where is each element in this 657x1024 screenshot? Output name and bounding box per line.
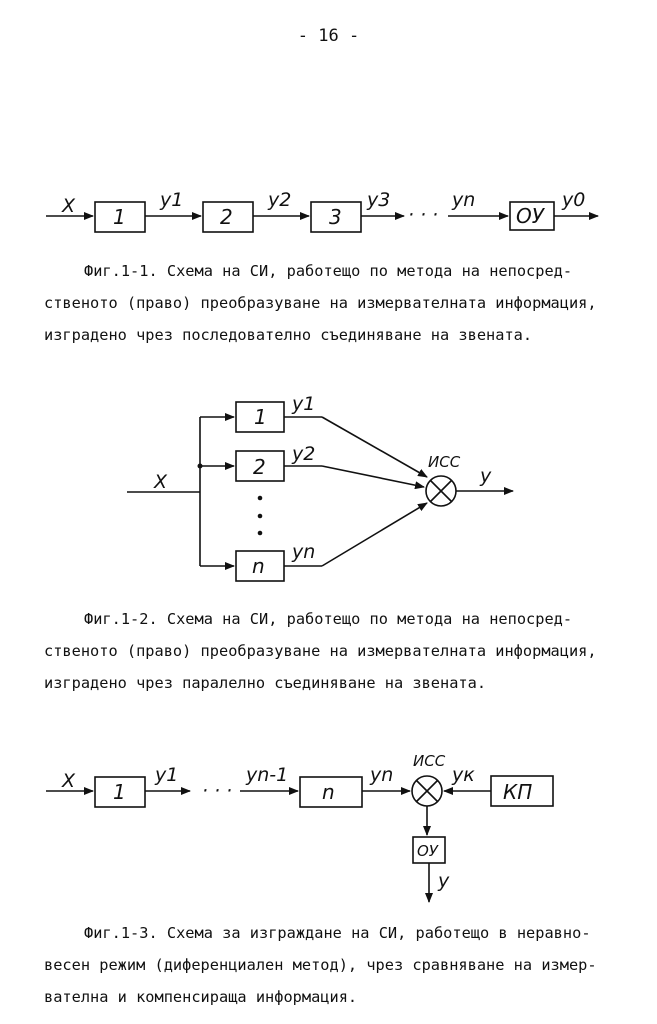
page-number: - 16 - — [297, 26, 360, 46]
fig3-block-kp-label: КП — [503, 780, 533, 804]
caption-line: изградено чрез паралелно съединяване на звената. — [44, 674, 487, 692]
fig3-output-label: y — [438, 870, 450, 892]
caption-line: вателна и компенсираща информация. — [44, 988, 358, 1006]
fig3-dots: · · · — [202, 780, 233, 802]
fig3-summer-label: ИСС — [413, 752, 446, 770]
fig3-block-ou-label: ОУ — [417, 842, 438, 860]
fig2-signal-yn: yn — [292, 541, 316, 563]
fig2-arrow-y2 — [322, 466, 424, 487]
fig2-ellipsis-dot — [258, 531, 263, 536]
caption-line: весен режим (диференциален метод), чрез сравняване на измер- — [44, 956, 597, 974]
fig2-ellipsis-dot — [258, 496, 263, 501]
fig2-ellipsis-dot — [258, 514, 263, 519]
fig1-block-1-label: 1 — [113, 205, 126, 229]
fig1-block-3-label: 3 — [329, 205, 342, 229]
fig1-signal-yn: yn — [452, 189, 476, 211]
fig2-junction-dot — [198, 464, 203, 469]
figure-1-2-diagram — [127, 402, 513, 581]
fig1-signal-y0: y0 — [562, 189, 586, 211]
fig1-block-ou-label: ОУ — [516, 204, 544, 228]
caption-line: Фиг.1-2. Схема на СИ, работещо по метода на непосред- — [84, 610, 573, 628]
fig2-summer-label: ИСС — [428, 453, 461, 471]
fig1-input-label: X — [62, 195, 76, 217]
caption-line: Фиг.1-3. Схема за изграждане на СИ, работещо в неравно- — [84, 924, 591, 942]
fig3-signal-yk: yк — [452, 764, 475, 786]
fig3-signal-yn: yn — [370, 764, 394, 786]
fig2-signal-y2: y2 — [292, 443, 316, 465]
fig1-signal-y1: y1 — [160, 189, 184, 211]
fig1-signal-y2: y2 — [268, 189, 292, 211]
fig2-signal-y1: y1 — [292, 393, 316, 415]
fig2-input-label: X — [154, 471, 168, 493]
caption-line: изградено чрез последователно съединяване на звената. — [44, 326, 533, 344]
fig2-arrow-yn — [322, 503, 427, 566]
figure-1-2-labels — [153, 393, 492, 578]
fig3-block-n-label: n — [322, 780, 335, 804]
fig3-block-1-label: 1 — [113, 780, 126, 804]
fig1-dots: · · · — [408, 204, 439, 226]
fig3-signal-y1: y1 — [155, 764, 179, 786]
fig2-arrow-y1 — [322, 417, 427, 477]
fig2-output-label: y — [480, 465, 492, 487]
fig2-block-1-label: 1 — [254, 405, 267, 429]
fig3-input-label: X — [62, 770, 76, 792]
fig1-signal-y3: y3 — [367, 189, 391, 211]
fig3-signal-yn-1: yn-1 — [246, 764, 289, 786]
figure-1-1-caption — [44, 255, 624, 351]
caption-line: ственото (право) преобразуване на измервателната информация, — [44, 294, 597, 312]
caption-line: ственото (право) преобразуване на измервателната информация, — [44, 642, 597, 660]
caption-line: Фиг.1-1. Схема на СИ, работещо по метода на непосред- — [84, 262, 573, 280]
fig1-block-2-label: 2 — [220, 205, 233, 229]
figure-1-3-labels — [61, 752, 532, 892]
figure-1-1-labels — [61, 189, 585, 229]
fig2-block-2-label: 2 — [253, 455, 266, 479]
figure-1-2-caption — [44, 603, 624, 699]
figure-1-3-caption — [44, 917, 624, 1013]
fig2-block-n-label: n — [252, 554, 265, 578]
